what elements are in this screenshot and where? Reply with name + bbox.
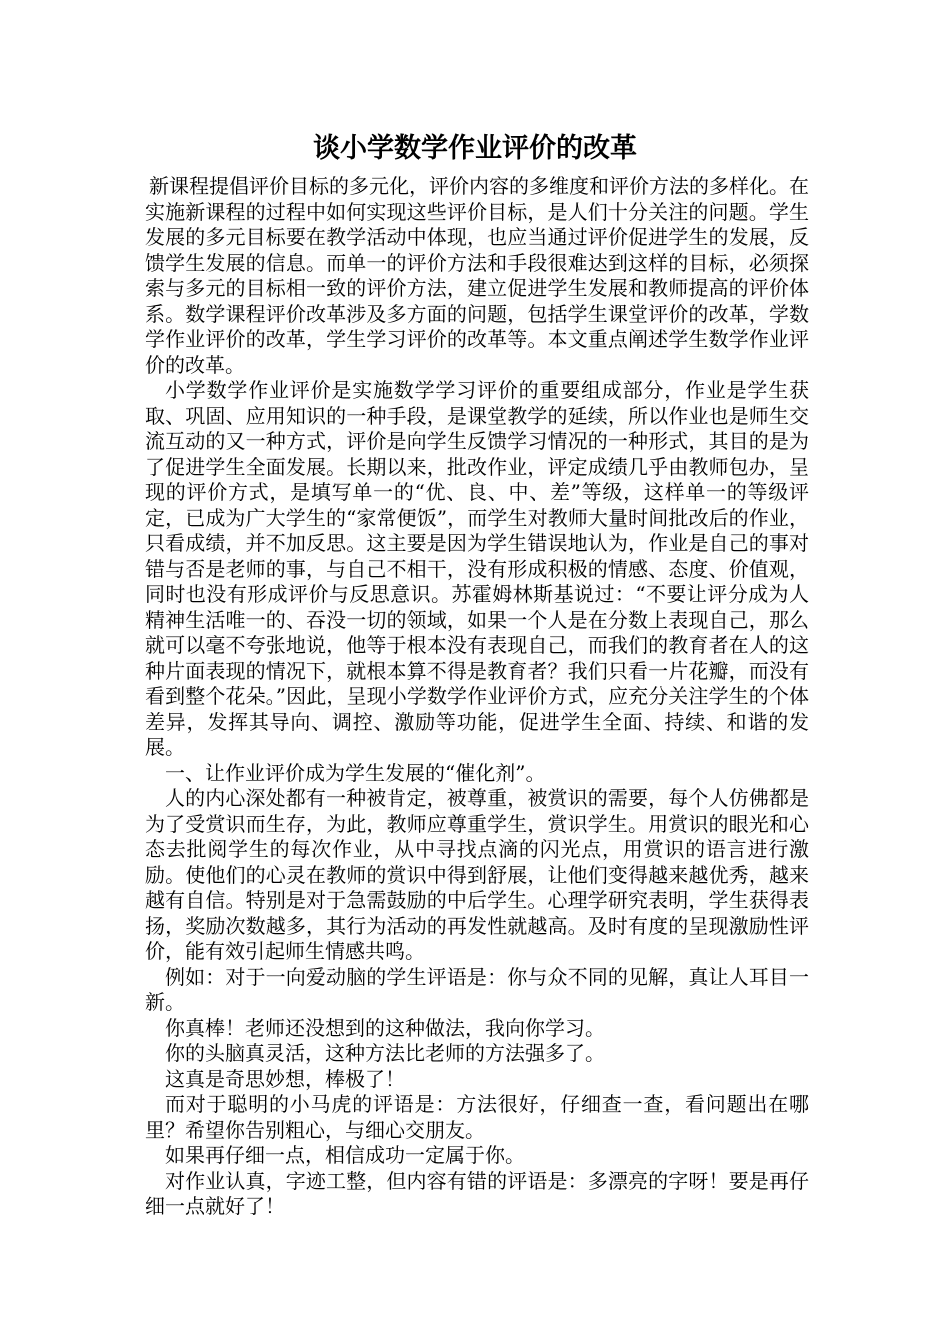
paragraph-background: 小学数学作业评价是实施数学学习评价的重要组成部分，作业是学生获取、巩固、应用知识的一种手段，是课堂教学的延续，所以作业也是师生交流互动的又一种方式，评价是向学生反馈学习情况的一种形式，其目的是为了促进学生全面发展。长期以来，批改作业，评定成绩几乎由教师包办，呈现的评价方式，是填写单一的“优、良、中、差”等级，这样单一的等级评定，已成为广大学生的“家常便饭”，而学生对教师大量时间批改后的作业，只看成绩，并不加反思。这主要是因为学生错误地认为，作业是自己的事对错与否是老师的事，与自己不相干，没有形成积极的情感、态度、价值观，同时也没有形成评价与反思意识。苏霍姆林斯基说过：“不要让评分成为人精神生活唯一的、吞没一切的领域，如果一个人是在分数上表现自己，那么就可以毫不夸张地说，他等于根本没有表现自己，而我们的教育者在人的这种片面表现的情况下，就根本算不得是教育者？我们只看一片花瓣，而没有看到整个花朵。”因此，呈现小学数学作业评价方式，应充分关注学生的个体差异，发挥其导向、调控、激励等功能，促进学生全面、持续、和谐的发展。 — [145, 378, 809, 759]
paragraph-appreciation: 人的内心深处都有一种被肯定，被尊重，被赏识的需要，每个人仿佛都是为了受赏识而生存，为此，教师应尊重学生，赏识学生。用赏识的眼光和心态去批阅学生的每次作业，从中寻找点滴的闪光点，用赏识的语言进行激励。使他们的心灵在教师的赏识中得到舒展，让他们变得越来越优秀，越来越有自信。特别是对于急需鼓励的中后学生。心理学研究表明，学生获得表扬，奖励次数越多，其行为活动的再发性就越高。及时有度的呈现激励性评价，能有效引起师生情感共鸣。 — [145, 786, 809, 963]
document-body — [145, 174, 809, 1220]
paragraph-careless-comment: 而对于聪明的小马虎的评语是：方法很好，仔细查一查，看问题出在哪里？希望你告别粗心，与细心交朋友。 — [145, 1092, 809, 1142]
paragraph-example-intro: 例如：对于一向爱动脑的学生评语是：你与众不同的见解，真让人耳目一新。 — [145, 964, 809, 1014]
document-title: 谈小学数学作业评价的改革 — [313, 133, 637, 164]
paragraph-comment-1: 你真棒！老师还没想到的这种做法，我向你学习。 — [165, 1015, 605, 1040]
paragraph-comment-4: 如果再仔细一点，相信成功一定属于你。 — [165, 1143, 525, 1167]
paragraph-neat-comment: 对作业认真，字迹工整，但内容有错的评语是：多漂亮的字呀！要是再仔细一点就好了！ — [145, 1168, 809, 1218]
section-heading-1: 一、让作业评价成为学生发展的“催化剂”。 — [165, 760, 546, 785]
paragraph-comment-2: 你的头脑真灵活，这种方法比老师的方法强多了。 — [165, 1041, 605, 1065]
paragraph-intro: 新课程提倡评价目标的多元化，评价内容的多维度和评价方法的多样化。在实施新课程的过程中如何实现这些评价目标，是人们十分关注的问题。学生发展的多元目标要在教学活动中体现，也应当通过评价促进学生的发展，反馈学生发展的信息。而单一的评价方法和手段很难达到这样的目标，必须探索与多元的目标相一致的评价方法，建立促进学生发展和教师提高的评价体系。数学课程评价改革涉及多方面的问题，包括学生课堂评价的改革，学数学作业评价的改革，学生学习评价的改革等。本文重点阐述学生数学作业评价的改革。 — [145, 174, 809, 377]
paragraph-comment-3: 这真是奇思妙想，棒极了！ — [165, 1066, 405, 1091]
